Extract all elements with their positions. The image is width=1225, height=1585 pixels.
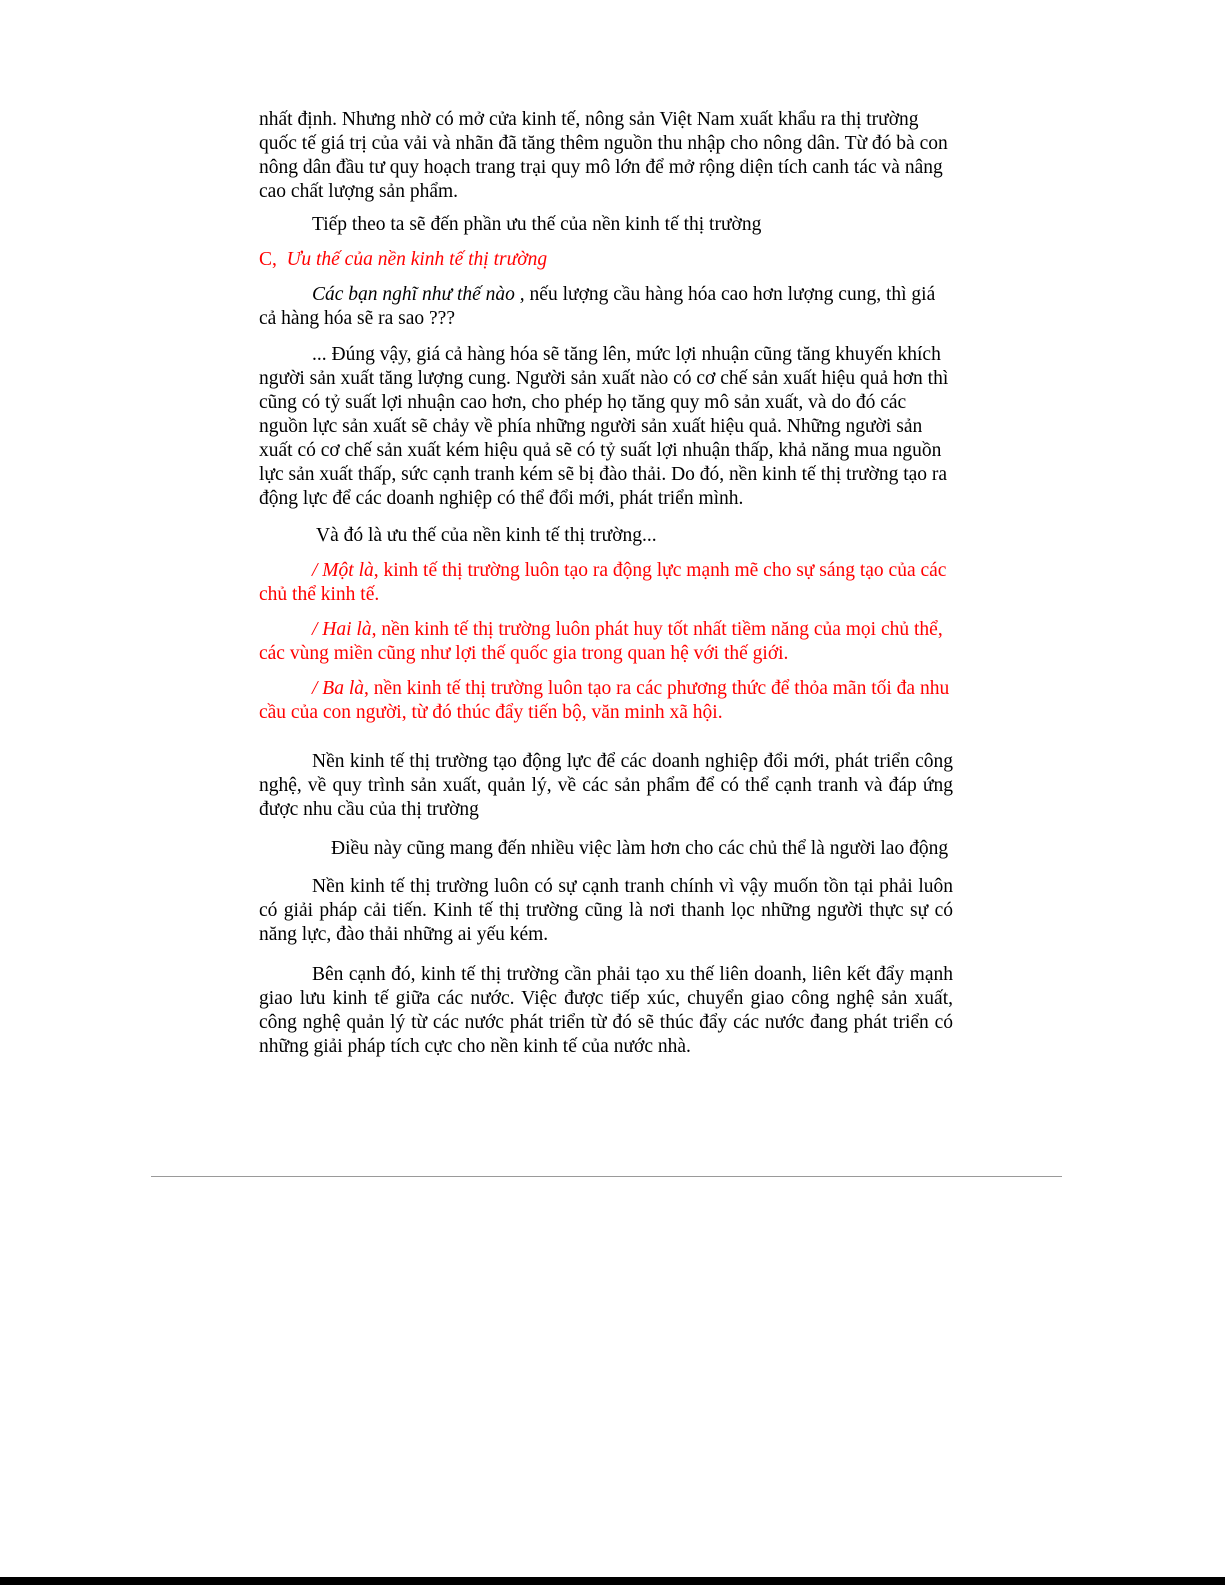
- advantage-1-text: , kinh tế thị trường luôn tạo ra động lực mạnh mẽ cho sự sáng tạo của các chủ thể kinh tế.: [259, 560, 947, 605]
- advantages-intro: Và đó là ưu thế của nền kinh tế thị trường...: [316, 525, 657, 546]
- advantage-1-lead: / Một là: [312, 560, 374, 581]
- competition-paragraph: Nền kinh tế thị trường luôn có sự cạnh tranh chính vì vậy muốn tồn tại phải luôn có giải pháp cải tiến. Kinh tế thị trường cũng là nơi thanh lọc những người thực sự có năng lực, đào thải những ai yếu kém.: [259, 876, 953, 945]
- document-body: [259, 108, 953, 1059]
- jobs-paragraph: Điều này cũng mang đến nhiều việc làm hơn cho các chủ thể là người lao động: [331, 838, 949, 859]
- answer-text: ... Đúng vậy, giá cả hàng hóa sẽ tăng lên, mức lợi nhuận cũng tăng khuyến khích người sản xuất tăng lượng cung. Người sản xuất nào có cơ chế sản xuất hiệu quả hơn thì cũng có tỷ suất lợi nhuận cao hơn, cho phép họ tăng quy mô sản xuất, và do đó các nguồn lực sản xuất sẽ chảy về phía những người sản xuất hiệu quả. Những người sản xuất có cơ chế sản xuất kém hiệu quả sẽ có tỷ suất lợi nhuận thấp, khả năng mua nguồn lực sản xuất thấp, sức cạnh tranh kém sẽ bị đào thải. Do đó, nền kinh tế thị trường tạo ra động lực để các doanh nghiệp có thể đổi mới, phát triển mình.: [259, 344, 949, 509]
- page-bottom-edge: [0, 1577, 1225, 1585]
- section-heading: [259, 248, 953, 272]
- advantage-2-lead: / Hai là: [312, 619, 372, 640]
- answer-paragraph: [259, 343, 953, 511]
- advantage-2-text: , nền kinh tế thị trường luôn phát huy tốt nhất tiềm năng của mọi chủ thể, các vùng miền cũng như lợi thế quốc gia trong quan hệ với thế giới.: [259, 619, 943, 664]
- integration-paragraph: Bên cạnh đó, kinh tế thị trường cần phải tạo xu thế liên doanh, liên kết đẩy mạnh giao lưu kinh tế giữa các nước. Việc được tiếp xúc, chuyển giao công nghệ sản xuất, công nghệ quản lý từ các nước phát triển từ đó sẽ thúc đẩy các nước đang phát triển có những giải pháp tích cực cho nền kinh tế của nước nhà.: [259, 964, 953, 1057]
- advantage-item-2: [259, 618, 953, 666]
- next-section-paragraph: Tiếp theo ta sẽ đến phần ưu thế của nền kinh tế thị trường: [312, 214, 762, 235]
- question-lead: Các bạn nghĩ như thế nào ,: [312, 284, 525, 305]
- advantage-item-1: [259, 559, 953, 607]
- advantage-3-text: , nền kinh tế thị trường luôn tạo ra các phương thức để thỏa mãn tối đa nhu cầu của con người, từ đó thúc đẩy tiến bộ, văn minh xã hội.: [259, 678, 950, 723]
- section-heading-label: C,: [259, 249, 277, 270]
- innovation-paragraph: Nền kinh tế thị trường tạo động lực để các doanh nghiệp đổi mới, phát triển công nghệ, về quy trình sản xuất, quản lý, về các sản phẩm để có thể cạnh tranh và đáp ứng được nhu cầu của thị trường: [259, 751, 953, 820]
- footer-divider: [151, 1176, 1062, 1177]
- advantage-item-3: [259, 677, 953, 725]
- question-rest: nếu lượng cầu hàng hóa cao hơn lượng cung, thì giá cả hàng hóa sẽ ra sao ???: [259, 284, 936, 329]
- question-paragraph: [259, 283, 953, 331]
- section-heading-title: Ưu thế của nền kinh tế thị trường: [286, 249, 548, 270]
- intro-paragraph: nhất định. Nhưng nhờ có mở cửa kinh tế, nông sản Việt Nam xuất khẩu ra thị trường quốc tế giá trị của vải và nhãn đã tăng thêm nguồn thu nhập cho nông dân. Từ đó bà con nông dân đầu tư quy hoạch trang trại quy mô lớn để mở rộng diện tích canh tác và nâng cao chất lượng sản phẩm.: [259, 109, 948, 202]
- advantage-3-lead: / Ba là: [312, 678, 364, 699]
